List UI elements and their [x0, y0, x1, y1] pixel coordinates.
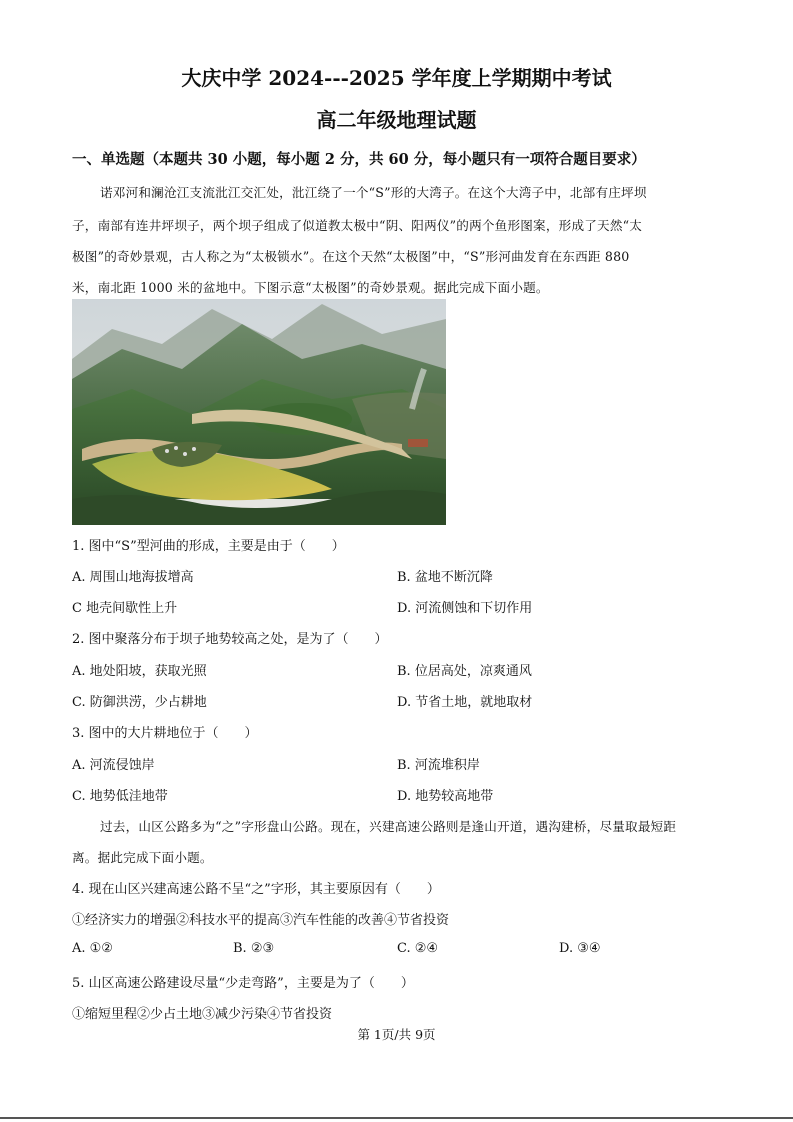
passage1-line-4: 米，南北距 1000 米的盆地中。下图示意“太极图”的奇妙景观。据此完成下面小题。 [72, 280, 549, 295]
question-1-option-d: D. 河流侧蚀和下切作用 [397, 601, 533, 616]
question-3-option-c: C. 地势低洼地带 [72, 789, 168, 804]
question-2-option-c: C. 防御洪涝，少占耕地 [72, 695, 207, 710]
bottom-divider [0, 1117, 793, 1119]
question-5-statements: ①缩短里程②少占土地③减少污染④节省投资 [72, 1007, 333, 1022]
question-4-stem: 4. 现在山区兴建高速公路不呈“之”字形，其主要原因有（ ） [72, 882, 440, 897]
question-4-option-a: A. ①② [72, 941, 113, 956]
question-4-option-c: C. ②④ [397, 941, 439, 956]
question-2-stem: 2. 图中聚落分布于坝子地势较高之处，是为了（ ） [72, 632, 388, 647]
question-1-option-a: A. 周围山地海拔增高 [72, 570, 194, 585]
exam-subtitle: 高二年级地理试题 [316, 108, 477, 132]
exam-title: 大庆中学 2024---2025 学年度上学期期中考试 [181, 66, 612, 90]
question-1-option-c: C 地壳间歇性上升 [72, 601, 178, 616]
question-1-stem: 1. 图中“S”型河曲的形成，主要是由于（ ） [72, 539, 345, 554]
question-4-statements: ①经济实力的增强②科技水平的提高③汽车性能的改善④节省投资 [72, 913, 450, 928]
passage2-line-1: 过去，山区公路多为“之”字形盘山公路。现在，兴建高速公路则是逢山开道，遇沟建桥，尽量取最短距 [100, 819, 677, 834]
taiji-landscape-photo [72, 299, 446, 525]
passage2-line-2: 离。据此完成下面小题。 [72, 850, 213, 865]
passage1-line-2: 子，南部有连井坪坝子，两个坝子组成了似道教太极中“阴、阳两仪”的两个鱼形图案，形成了天然“太 [72, 218, 643, 233]
question-3-stem: 3. 图中的大片耕地位于（ ） [72, 726, 258, 741]
question-4-option-b: B. ②③ [233, 941, 275, 956]
page-number: 第 1页/共 9页 [357, 1027, 436, 1042]
question-2-option-a: A. 地处阳坡，获取光照 [72, 664, 207, 679]
question-3-option-b: B. 河流堆积岸 [397, 758, 480, 773]
question-2-option-d: D. 节省土地，就地取材 [397, 695, 533, 710]
question-2-option-b: B. 位居高处，凉爽通风 [397, 664, 532, 679]
passage1-line-1: 诺邓河和澜沧江支流沘江交汇处，沘江绕了一个“S”形的大湾子。在这个大湾子中，北部有庄坪坝 [100, 185, 647, 200]
question-1-option-b: B. 盆地不断沉降 [397, 570, 493, 585]
question-5-stem: 5. 山区高速公路建设尽量“少走弯路”，主要是为了（ ） [72, 976, 414, 991]
question-3-option-d: D. 地势较高地带 [397, 789, 494, 804]
question-4-option-d: D. ③④ [559, 941, 601, 956]
section-heading: 一、单选题（本题共 30 小题，每小题 2 分，共 60 分，每小题只有一项符合题目要求） [72, 151, 646, 168]
question-3-option-a: A. 河流侵蚀岸 [72, 758, 155, 773]
passage1-line-3: 极图”的奇妙景观，古人称之为“太极锁水”。在这个天然“太极图”中，“S”形河曲发育在东西距 880 [72, 249, 630, 264]
